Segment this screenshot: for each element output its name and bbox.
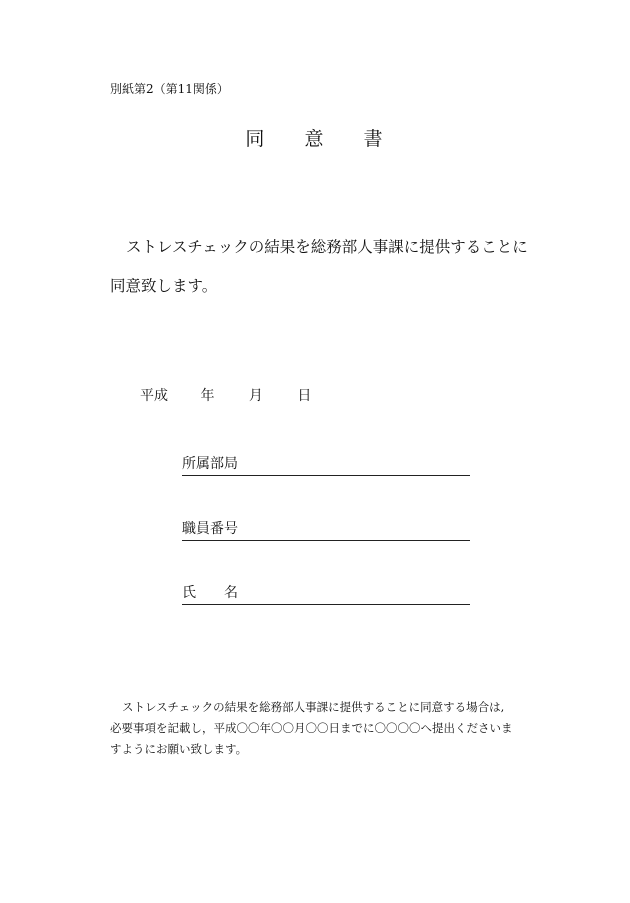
employee-number-label: 職員番号 xyxy=(182,521,238,537)
instruction-note-line-1: ストレスチェックの結果を総務部人事課に提供することに同意する場合は, xyxy=(122,700,505,714)
title-char-3: 書 xyxy=(363,128,385,150)
name-label-char-2: 名 xyxy=(224,585,238,601)
document-title xyxy=(0,124,630,151)
attachment-reference: 別紙第2（第11関係） xyxy=(110,82,229,96)
date-year-label: 年 xyxy=(200,388,215,404)
title-char-1: 同 xyxy=(245,128,267,150)
name-field xyxy=(182,584,470,605)
consent-statement-line-2: 同意致します。 xyxy=(110,277,218,295)
name-label-char-1: 氏 xyxy=(182,585,196,601)
employee-number-field xyxy=(182,520,470,541)
title-char-2: 意 xyxy=(304,128,326,150)
department-label: 所属部局 xyxy=(182,456,238,472)
date-month-label: 月 xyxy=(248,388,263,404)
department-field xyxy=(182,455,470,476)
date-era: 平成 xyxy=(140,388,168,404)
instruction-note-line-3: すようにお願い致します。 xyxy=(110,742,248,756)
date-day-label: 日 xyxy=(297,388,312,404)
consent-statement-line-1: ストレスチェックの結果を総務部人事課に提供することに xyxy=(126,238,528,256)
date-line xyxy=(140,385,341,405)
instruction-note-line-2: 必要事項を記載し，平成〇〇年〇〇月〇〇日までに〇〇〇〇へ提出くださいま xyxy=(110,721,513,735)
